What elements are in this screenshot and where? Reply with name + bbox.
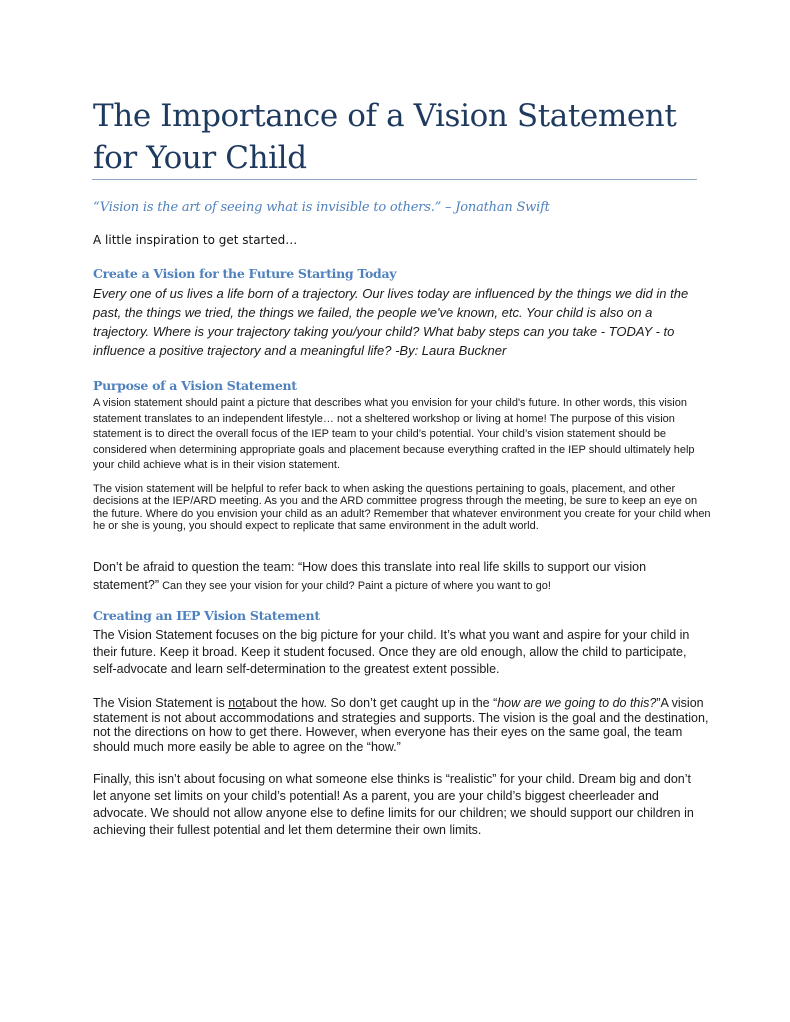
section-heading-purpose: Purpose of a Vision Statement <box>93 378 297 393</box>
question-paragraph <box>93 558 653 595</box>
section-heading-create-vision: Create a Vision for the Future Starting Today <box>93 266 397 281</box>
question-tail: Can they see your vision for your child? Paint a picture of where you want to go! <box>159 580 551 592</box>
section-paragraph: Every one of us lives a life born of a trajectory. Our lives today are influenced by the things we did in the past, the things we tried, the things we failed, the people we've known, etc. Your child is also on a trajectory. Where is your trajectory taking you/your child? What baby steps can you take - TODAY - to influence a positive trajectory and a meaningful life? -By: Laura Buckner <box>93 286 689 358</box>
underlined-emphasis: not <box>228 696 246 710</box>
title-divider <box>92 179 697 180</box>
section-paragraph: The vision statement will be helpful to refer back to when asking the questions pertaining to goals, placement, and other decisions at the IEP/ARD meeting. As you and the ARD committee progress through the meeting, be sure to keep an eye on the future. Where do you envision your child as an adult? Remember that whatever environment you create for your child when he or she is young, you should expect to replicate that same environment in the adult world. <box>93 483 711 532</box>
section-paragraph: The Vision Statement focuses on the big picture for your child. It’s what you want and aspire for your child in their future. Keep it broad. Keep it student focused. Once they are old enough, allow the child to participate, self-advocate and learn self-determination to the greatest extent possible. <box>93 628 690 676</box>
text-run: The Vision Statement is <box>93 696 229 710</box>
final-paragraph: Finally, this isn’t about focusing on what someone else thinks is “realistic” for your child. Dream big and don’t let anyone set limits on your child’s potential! As a parent, you are your child’s biggest cheerleader and advocate. We should not allow anyone else to define limits for our children; we should support our children in achieving their fullest potential and let them determine their own limits. <box>93 772 694 837</box>
section-heading-creating-iep: Creating an IEP Vision Statement <box>93 608 320 623</box>
section-paragraph: A vision statement should paint a picture that describes what you envision for your child's future. In other words, this vision statement translates to an independent lifestyle… not a sheltered workshop or living at home! The purpose of this vision statement is to direct the overall focus of the IEP team to your child’s potential. Your child’s vision statement should be considered when determining appropriate goals and placement because everything crafted in the IEP should ultimately help your child achieve what is in their vision statement. <box>93 397 695 471</box>
question-lead: Don’t be afraid to question the team: “How does this translate into real life skills to support our vision statement?” <box>93 560 647 592</box>
how-paragraph <box>93 696 713 754</box>
text-run: about the how. So don’t get caught up in the “ <box>245 696 498 710</box>
page-title: The Importance of a Vision Statement for Your Child <box>93 98 677 176</box>
text-run: ”A vision statement is not about accommodations and strategies and supports. The vision is the goal and the destination, not the directions on how to get there. However, when everyone has their eyes on the same goal, the team should much more easily be able to agree on the “how.” <box>93 696 709 754</box>
intro-text: A little inspiration to get started… <box>93 233 298 247</box>
italic-emphasis: how are we going to do this? <box>497 696 657 710</box>
epigraph-quote: “Vision is the art of seeing what is invisible to others.” – Jonathan Swift <box>93 200 550 215</box>
